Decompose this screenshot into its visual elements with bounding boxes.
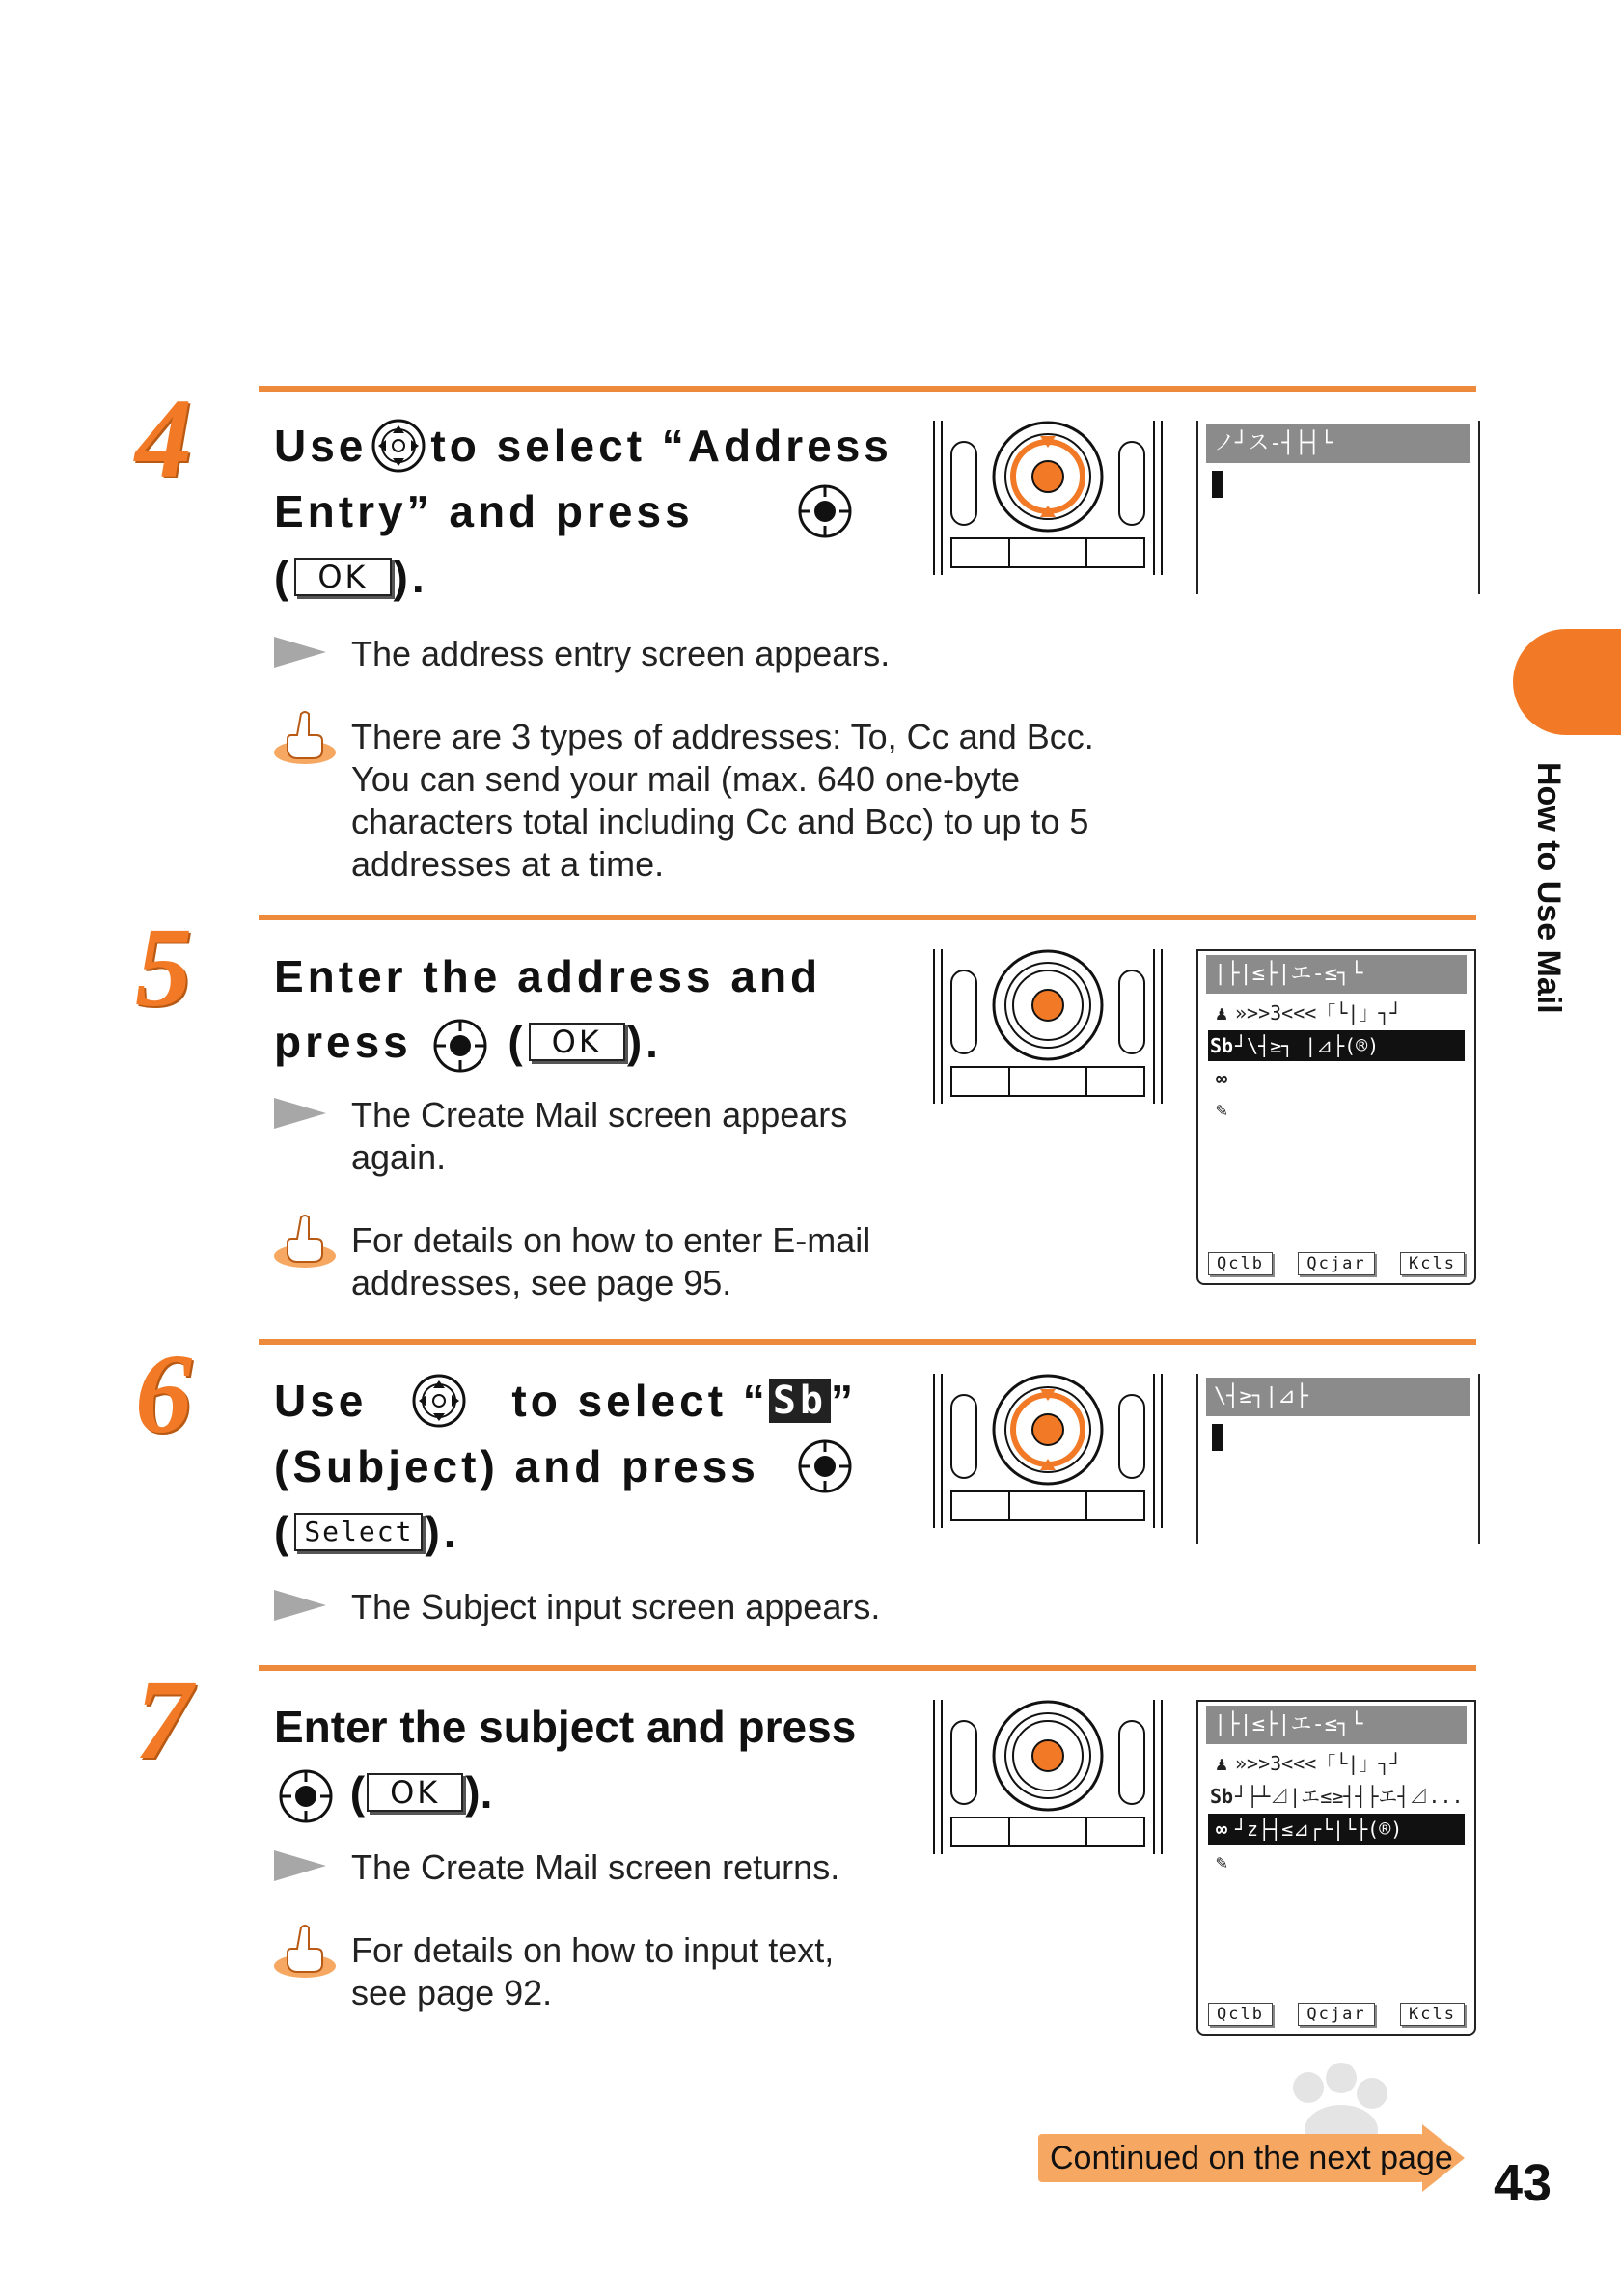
instruction-text: to select “ <box>511 1376 769 1426</box>
mail-row-subject: Sb┘\┤≥┐ |⊿├(®) <box>1208 1030 1465 1061</box>
note <box>272 1219 870 1304</box>
phone-keypad-illustration <box>932 1700 1164 1881</box>
paren: ( <box>349 1767 366 1818</box>
instruction-text: press <box>274 1017 412 1067</box>
note-line: You can send your mail (max. 640 one-byte <box>351 759 1021 799</box>
result-text: The address entry screen appears. <box>351 634 891 673</box>
pencil-icon: ✎ <box>1215 1850 1228 1873</box>
nav-key-icon <box>371 418 426 474</box>
step-instruction <box>274 413 893 610</box>
step-number: 7 <box>135 1656 192 1783</box>
center-key-icon <box>797 483 853 539</box>
paren: ). <box>425 1507 460 1557</box>
paren: ( <box>274 1507 293 1557</box>
step-divider <box>259 915 1476 920</box>
pointing-hand-icon <box>272 1924 338 1982</box>
step-number: 6 <box>135 1330 192 1457</box>
softkey-bar <box>1208 2003 1465 2026</box>
subject-icon: Sb <box>1209 1785 1234 1808</box>
pointing-hand-icon <box>272 1214 338 1271</box>
instruction-text: Use <box>274 421 368 471</box>
person-icon: ♟ <box>1215 1752 1228 1775</box>
select-softkey-label: Select <box>294 1513 423 1551</box>
instruction-text: ” <box>830 1376 857 1426</box>
result-arrow-icon <box>274 1850 326 1881</box>
ok-softkey-label: OK <box>367 1773 463 1812</box>
step-divider <box>259 386 1476 392</box>
step-number: 5 <box>135 904 192 1030</box>
continued-banner[interactable] <box>1038 2134 1463 2182</box>
note-line: For details on how to input text, <box>351 1930 835 1970</box>
center-key-icon <box>797 1438 853 1494</box>
result-arrow-icon <box>274 1098 326 1129</box>
page-number: 43 <box>1494 2154 1552 2212</box>
person-icon: ♟ <box>1215 1001 1228 1025</box>
result-line <box>274 633 890 675</box>
phone-keypad-illustration <box>932 1374 1164 1555</box>
ok-softkey-label: OK <box>294 558 391 596</box>
chapter-label: How to Use Mail <box>1530 762 1567 1014</box>
continued-text: Continued on the next page <box>1050 2140 1453 2176</box>
paren: ( <box>274 552 293 602</box>
note-line: characters total including Cc and Bcc) to up to 5 <box>351 802 1089 841</box>
screen-title: |├|≤├|エ-≤┐└ <box>1206 1706 1467 1744</box>
mail-row-subject: Sb┘├┴⊿|エ≤≥┤┤├エ┤⊿... <box>1208 1781 1465 1812</box>
phone-screen <box>1196 421 1480 594</box>
note <box>272 716 1094 886</box>
softkey-right[interactable]: Kcls <box>1400 1252 1465 1275</box>
phone-keypad-illustration <box>932 949 1164 1131</box>
result-arrow-icon <box>274 637 326 668</box>
result-line <box>274 1094 847 1179</box>
softkey-center[interactable]: Qcjar <box>1298 2003 1374 2026</box>
paren: ( <box>508 1017 527 1067</box>
clip-icon: ∞ <box>1215 1067 1228 1090</box>
instruction-text: Use <box>274 1376 368 1426</box>
phone-screen <box>1196 949 1476 1285</box>
result-text: The Create Mail screen appears <box>351 1095 848 1134</box>
note <box>272 1929 834 2014</box>
result-text: The Subject input screen appears. <box>351 1587 881 1626</box>
subject-sb-icon: Sb <box>769 1379 831 1423</box>
mail-row-attachment: ∞ ┘z├┤≤⊿┌└|└├(®) <box>1208 1814 1465 1845</box>
mail-row-attachment <box>1208 1063 1465 1094</box>
softkey-right[interactable]: Kcls <box>1400 2003 1465 2026</box>
note-line: addresses, see page 95. <box>351 1263 732 1302</box>
step-divider <box>259 1665 1476 1671</box>
paren: ). <box>465 1767 493 1818</box>
instruction-text: to select “Address <box>430 421 893 471</box>
note-line: For details on how to enter E-mail <box>351 1220 871 1260</box>
softkey-center[interactable]: Qcjar <box>1298 1252 1374 1275</box>
phone-screen <box>1196 1700 1476 2036</box>
phone-screen <box>1196 1374 1480 1544</box>
result-arrow-icon <box>274 1590 326 1621</box>
phone-keypad-illustration <box>932 421 1164 602</box>
ok-softkey-label: OK <box>529 1023 625 1061</box>
pencil-icon: ✎ <box>1215 1098 1228 1121</box>
chapter-tab <box>1513 629 1621 735</box>
result-line <box>274 1846 839 1889</box>
instruction-text: Enter the address and <box>274 951 822 1001</box>
center-key-icon <box>278 1768 334 1824</box>
result-text: again. <box>351 1137 447 1177</box>
note-line: There are 3 types of addresses: To, Cc and Bcc. <box>351 717 1094 756</box>
result-text: The Create Mail screen returns. <box>351 1847 840 1887</box>
center-key-icon <box>432 1018 488 1074</box>
subject-icon: Sb <box>1209 1034 1234 1057</box>
text-cursor <box>1212 471 1223 498</box>
screen-title: |├|≤├|エ-≤┐└ <box>1206 955 1467 994</box>
note-line: addresses at a time. <box>351 844 665 884</box>
step-instruction <box>274 1694 857 1825</box>
instruction-text: Enter the subject and press <box>274 1702 857 1752</box>
paren: ). <box>626 1017 662 1067</box>
paren: ). <box>393 552 428 602</box>
screen-title: \┤≥┐|⊿├ <box>1206 1378 1470 1416</box>
screen-title: ノ┘ス-┤├┤└ <box>1206 424 1470 463</box>
mail-row-to: ♟ »>>3<<<「└|」┐┘ <box>1208 998 1465 1028</box>
softkey-bar <box>1208 1252 1465 1275</box>
step-number: 4 <box>135 375 192 502</box>
step-instruction <box>274 1368 857 1565</box>
softkey-left[interactable]: Qclb <box>1208 2003 1273 2026</box>
step-instruction <box>274 943 857 1075</box>
text-cursor <box>1212 1424 1223 1451</box>
instruction-text: Entry” and press <box>274 486 694 536</box>
pointing-hand-icon <box>272 710 338 768</box>
mail-row-body <box>1208 1094 1465 1125</box>
mail-row-to: ♟ »>>3<<<「└|」┐┘ <box>1208 1748 1465 1779</box>
note-line: see page 92. <box>351 1973 553 2012</box>
softkey-left[interactable]: Qclb <box>1208 1252 1273 1275</box>
nav-key-icon <box>411 1373 467 1429</box>
result-line <box>274 1586 880 1628</box>
step-divider <box>259 1339 1476 1345</box>
instruction-text: (Subject) and press <box>274 1441 759 1491</box>
clip-icon: ∞ <box>1215 1818 1228 1841</box>
mail-row-body <box>1208 1846 1465 1877</box>
